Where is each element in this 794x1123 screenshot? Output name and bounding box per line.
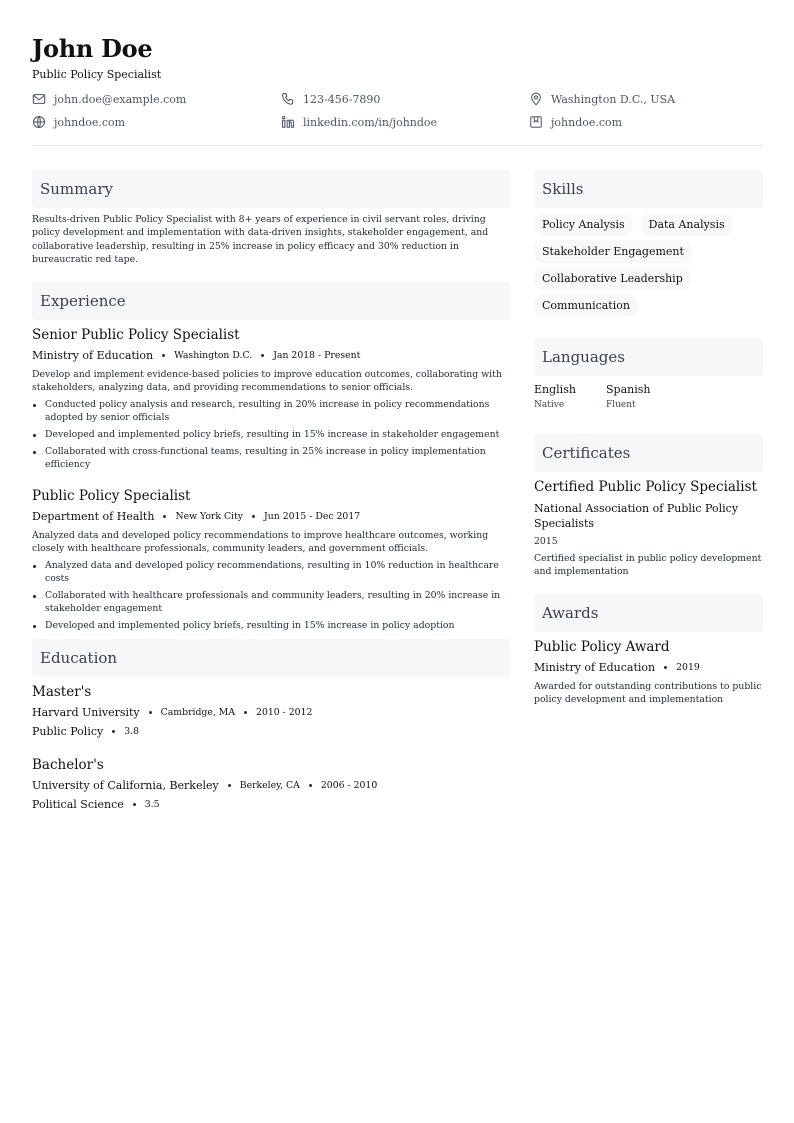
job-dates: Jan 2018 - Present [273,350,361,361]
certificate-title: Certified Public Policy Specialist [534,479,757,495]
phone-icon [281,92,295,106]
bullet-item: Developed and implemented policy briefs, resulting in 15% increase in policy adoption [32,619,510,632]
separator-dot [309,784,312,787]
language-name: English [534,383,576,396]
job-meta [32,510,360,523]
separator-dot [162,354,165,357]
contact-portfolio-text: johndoe.com [551,115,623,129]
education-heading: Education [32,639,510,677]
separator-dot [149,711,152,714]
contact-portfolio[interactable] [529,115,622,129]
job-title: Public Policy Specialist [32,488,191,504]
education-field-meta [32,725,139,738]
education-meta [32,779,377,792]
separator-dot [664,666,667,669]
skill-chip: Stakeholder Engagement [534,240,692,263]
job-dates: Jun 2015 - Dec 2017 [264,511,361,522]
bullet-item: Collaborated with healthcare professionals and community leaders, resulting in 20% increase in stakeholder engagement [32,589,510,615]
certificates-heading: Certificates [534,434,763,472]
school-location: Berkeley, CA [239,780,300,791]
school-name: University of California, Berkeley [32,779,219,792]
degree-title: Master's [32,684,92,700]
candidate-name: John Doe [32,34,153,63]
separator-dot [252,515,255,518]
experience-heading: Experience [32,282,510,320]
header-divider [32,145,763,146]
summary-heading: Summary [32,170,510,208]
certificate-issuer: National Association of Public Policy Specialists [534,502,739,530]
job-description: Analyzed data and developed policy recommendations to improve healthcare outcomes, working closely with healthcare professionals, community leaders, and government officials. [32,530,489,554]
separator-dot [112,730,115,733]
separator-dot [261,354,264,357]
contact-website[interactable] [32,115,125,129]
separator-dot [163,515,166,518]
separator-dot [244,711,247,714]
skill-chip: Communication [534,294,638,317]
school-name: Harvard University [32,706,140,719]
education-meta [32,706,312,719]
contact-email-text: john.doe@example.com [54,92,187,106]
contact-phone-text: 123-456-7890 [303,92,381,106]
education-field: Public Policy [32,725,104,738]
contact-location [529,92,675,106]
language-level: Fluent [606,400,636,410]
education-gpa: 3.8 [124,726,140,737]
skill-chip: Collaborative Leadership [534,267,691,290]
language-item [534,383,604,410]
awards-heading: Awards [534,594,763,632]
job-bullets [32,398,510,475]
job-bullets [32,559,510,636]
award-issuer: Ministry of Education [534,661,656,674]
job-org: Department of Health [32,510,155,523]
education-dates: 2010 - 2012 [256,707,313,718]
job-location: New York City [175,511,244,522]
education-dates: 2006 - 2010 [320,780,378,791]
contact-phone[interactable] [281,92,380,106]
contact-linkedin[interactable] [281,115,437,129]
contact-linkedin-text: linkedin.com/in/johndoe [303,115,438,129]
certificate-year: 2015 [534,536,558,547]
bullet-item: Collaborated with cross-functional teams, resulting in 25% increase in policy implementation efficiency [32,445,510,471]
bookmark-icon [529,115,543,129]
skills-list [534,213,763,321]
job-meta [32,349,360,362]
award-meta [534,661,700,674]
award-description: Awarded for outstanding contributions to public policy development and implementation [534,681,762,705]
job-location: Washington D.C. [174,350,253,361]
certificate-description: Certified specialist in public policy development and implementation [534,553,762,577]
bullet-item: Developed and implemented policy briefs, resulting in 15% increase in stakeholder engagement [32,428,510,441]
award-year: 2019 [676,662,700,673]
award-title: Public Policy Award [534,639,670,655]
language-item [606,383,676,410]
skill-chip: Policy Analysis [534,213,633,236]
skills-heading: Skills [534,170,763,208]
job-org: Ministry of Education [32,349,154,362]
languages-heading: Languages [534,338,763,376]
language-name: Spanish [606,383,651,396]
skill-chip: Data Analysis [641,213,733,236]
education-field-meta [32,798,160,811]
job-title: Senior Public Policy Specialist [32,327,240,343]
separator-dot [133,803,136,806]
bullet-item: Conducted policy analysis and research, resulting in 20% increase in policy recommendations adopted by senior officials [32,398,510,424]
education-gpa: 3.5 [144,799,160,810]
contact-website-text: johndoe.com [54,115,126,129]
separator-dot [228,784,231,787]
linkedin-icon [281,115,295,129]
job-description: Develop and implement evidence-based policies to improve education outcomes, collaborating with stakeholders, analyzing data, and providing recommendations to senior officials. [32,369,502,393]
contact-email[interactable] [32,92,186,106]
contact-location-text: Washington D.C., USA [551,92,676,106]
language-level: Native [534,400,565,410]
summary-text: Results-driven Public Policy Specialist with 8+ years of experience in civil servant roles, driving policy development and implementation with data-driven insights, stakeholder engagement, and collaborative leadership, resulting in 25% increase in policy efficacy and 30% reduction in bureaucratic red tape. [32,214,489,265]
school-location: Cambridge, MA [160,707,236,718]
globe-icon [32,115,46,129]
degree-title: Bachelor's [32,757,104,773]
education-field: Political Science [32,798,124,811]
mail-icon [32,92,46,106]
bullet-item: Analyzed data and developed policy recommendations, resulting in 10% reduction in healthcare costs [32,559,510,585]
candidate-role: Public Policy Specialist [32,68,162,81]
map-pin-icon [529,92,543,106]
